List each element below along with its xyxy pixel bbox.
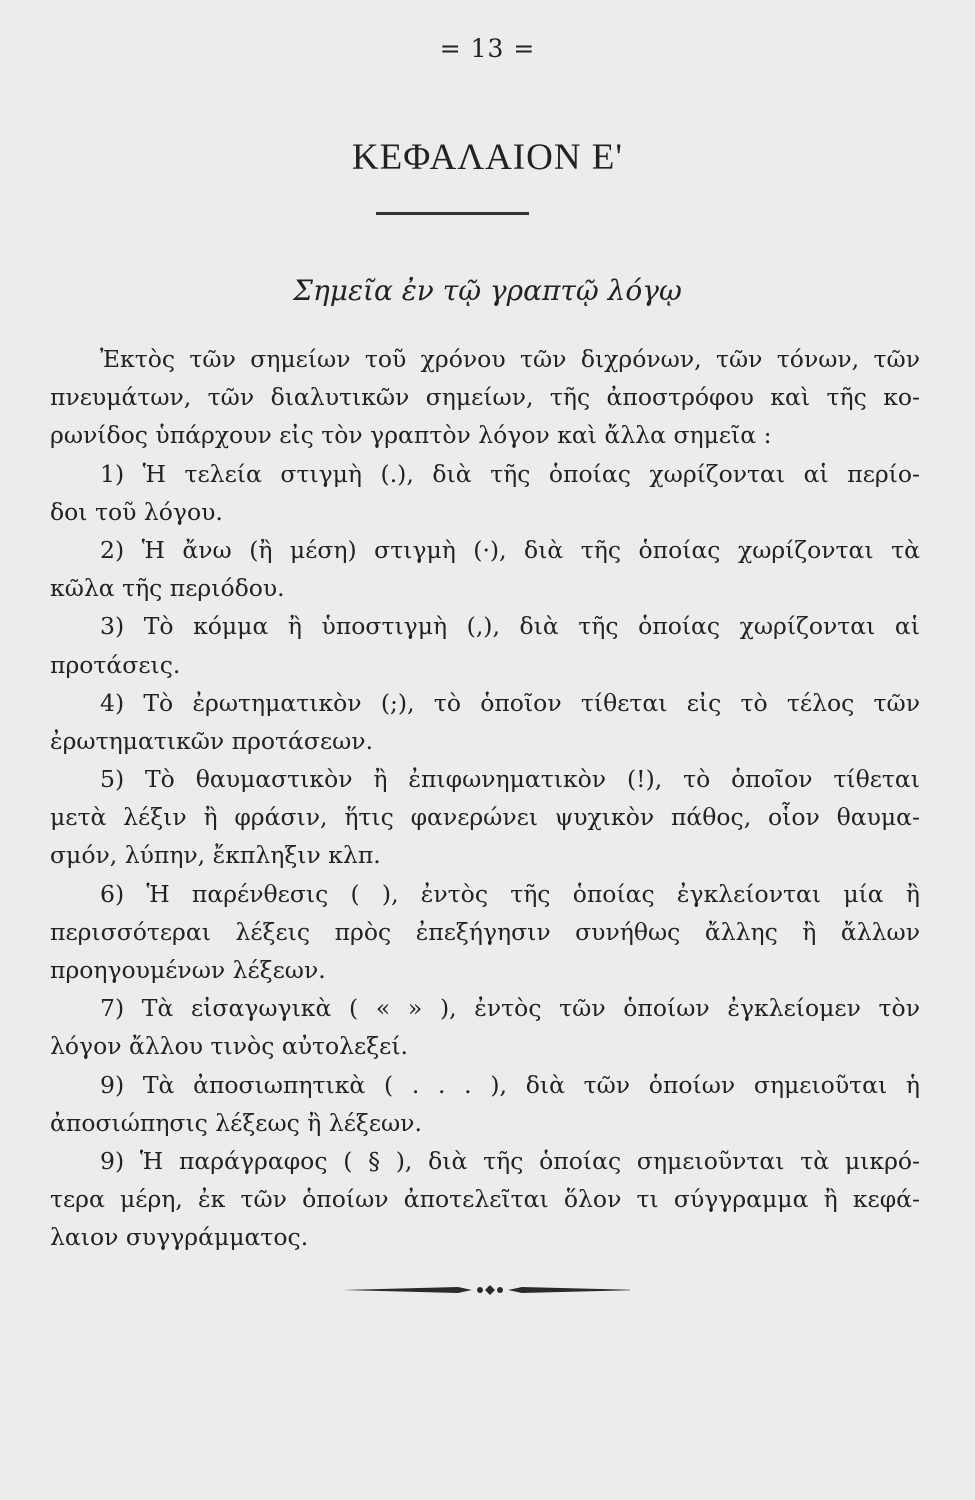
text-line: 1) Ἡ τελεία στιγμὴ (.), διὰ τῆς ὁποίας χωρίζονται αἱ περίο-	[100, 459, 920, 488]
text-line: κῶλα τῆς περιόδου.	[50, 574, 285, 603]
ornament-dot-right	[497, 1287, 503, 1293]
text-line: 5) Τὸ θαυμαστικὸν ἢ ἐπιφωνηματικὸν (!), τὸ ὁποῖον τίθεται	[100, 765, 920, 794]
text-line: 6) Ἡ παρένθεσις ( ), ἐντὸς τῆς ὁποίας ἐγκλείονται μία ἢ	[100, 879, 920, 908]
text-line: 7) Τὰ εἰσαγωγικὰ ( « » ), ἐντὸς τῶν ὁποίων ἐγκλείομεν τὸν	[100, 994, 920, 1023]
section-heading: Σημεῖα ἐν τῷ γραπτῷ λόγῳ	[293, 274, 682, 307]
text-line: πνευμάτων, τῶν διαλυτικῶν σημείων, τῆς ἀποστρόφου καὶ τῆς κο-	[50, 383, 920, 412]
text-line: σμόν, λύπην, ἔκπληξιν κλπ.	[50, 841, 381, 870]
text-line: τερα μέρη, ἐκ τῶν ὁποίων ἀποτελεῖται ὅλον τι σύγγραμμα ἢ κεφά-	[50, 1185, 920, 1214]
text-line: δοι τοῦ λόγου.	[50, 497, 223, 526]
page-number: = 13 =	[439, 34, 536, 63]
title-rule	[376, 212, 529, 215]
text-line: 4) Τὸ ἐρωτηματικὸν (;), τὸ ὁποῖον τίθεται εἰς τὸ τέλος τῶν	[100, 688, 920, 717]
text-line: μετὰ λέξιν ἢ φράσιν, ἥτις φανερώνει ψυχικὸν πάθος, οἷον θαυμα-	[50, 803, 920, 832]
text-line: 2) Ἡ ἄνω (ἢ μέση) στιγμὴ (·), διὰ τῆς ὁποίας χωρίζονται τὰ	[100, 535, 920, 564]
chapter-title: ΚΕΦΑΛΑΙΟΝ Ε'	[351, 137, 624, 178]
text-line: ἀποσιώπησις λέξεως ἢ λέξεων.	[50, 1108, 422, 1137]
text-line: 3) Τὸ κόμμα ἢ ὑποστιγμὴ (,), διὰ τῆς ὁποίας χωρίζονται αἱ	[100, 612, 920, 641]
text-line: ἐρωτηματικῶν προτάσεων.	[50, 726, 374, 755]
ornament-dot-left	[477, 1287, 483, 1293]
text-line: ρωνίδος ὑπάρχουν εἰς τὸν γραπτὸν λόγον καὶ ἄλλα σημεῖα :	[50, 421, 772, 450]
text-line: 9) Ἡ παράγραφος ( § ), διὰ τῆς ὁποίας σημειοῦνται τὰ μικρό-	[100, 1146, 920, 1175]
ornament-diamond	[485, 1285, 495, 1295]
text-line: περισσότεραι λέξεις πρὸς ἐπεξήγησιν συνήθως ἄλλης ἢ ἄλλων	[50, 917, 920, 946]
text-line: λαιον συγγράμματος.	[50, 1223, 309, 1252]
text-line: προηγουμένων λέξεων.	[50, 956, 326, 984]
closing-ornament	[340, 1280, 630, 1300]
body-text	[50, 340, 920, 1257]
ornament-left-bar	[342, 1287, 472, 1293]
text-line: 9) Τὰ ἀποσιωπητικὰ ( . . . ), διὰ τῶν ὁποίων σημειοῦται ἡ	[100, 1070, 920, 1099]
text-line: προτάσεις.	[50, 650, 181, 679]
text-line: λόγον ἄλλου τινὸς αὐτολεξεί.	[50, 1032, 409, 1061]
text-line: Ἐκτὸς τῶν σημείων τοῦ χρόνου τῶν διχρόνων, τῶν τόνων, τῶν	[100, 345, 920, 373]
ornament-right-bar	[508, 1287, 630, 1293]
